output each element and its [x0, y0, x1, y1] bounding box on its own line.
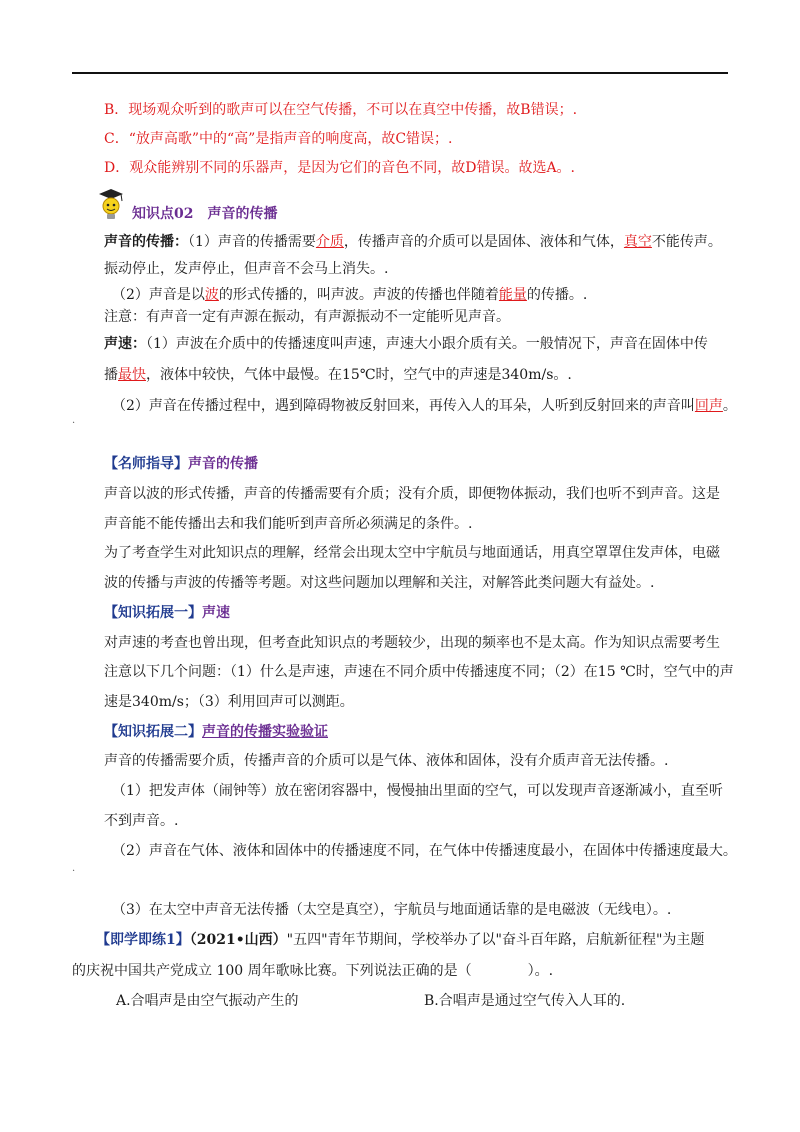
section-title: 声音的传播 [188, 456, 258, 472]
mingshi-line3: 为了考查学生对此知识点的理解，经常会出现太空中宇航员与地面通话，用真空罩罩住发声体，电磁 [104, 545, 720, 561]
exercise-line2: 的庆祝中国共产党成立 100 周年歌咏比赛。下列说法正确的是（ ）。. [72, 963, 554, 979]
text: 不能传声。 [651, 234, 722, 250]
section-title: 声音的传播实验验证 [202, 724, 328, 740]
answer-c: C．“放声高歌”中的“高”是指声音的响度高，故C错误；. [104, 131, 453, 147]
term-heading: 声速： [104, 336, 146, 352]
section-tag: 【名师指导】 [104, 456, 188, 472]
sound-speed-line2 [104, 365, 734, 385]
text: （1）声波在介质中的传播速度叫声速，声速大小跟介质有关。一般情况下，声音在固体中传 [146, 336, 708, 352]
mingshi-line2: 声音能不能传播出去和我们能听到声音所必须满足的条件。. [104, 516, 473, 532]
keyword-energy: 能量 [498, 287, 527, 303]
exercise-tag: 【即学即练1】 [96, 932, 190, 948]
ext1-heading [104, 603, 734, 623]
knowledge-point-title: 知识点02 声音的传播 [132, 206, 278, 222]
keyword-fastest: 最快 [118, 367, 146, 383]
sound-propagation-line2: 振动停止，发声停止，但声音不会马上消失。. [104, 261, 389, 277]
mingshi-line1: 声音以波的形式传播，声音的传播需要有介质；没有介质，即便物体振动，我们也听不到声音。这是 [104, 486, 720, 502]
sound-wave-line [112, 285, 734, 305]
sound-speed-line1 [104, 334, 734, 354]
mingshi-line4: 波的传播与声波的传播等考题。对这些问题加以理解和关注，对解答此类问题大有益处。. [104, 575, 655, 591]
exercise-source: （2021•山西） [189, 932, 287, 948]
ext2-line1: 声音的传播需要介质，传播声音的介质可以是气体、液体和固体，没有介质声音无法传播。. [104, 753, 669, 769]
section-tag: 【知识拓展一】 [104, 605, 202, 621]
section-tag: 【知识拓展二】 [104, 724, 202, 740]
option-a: A.合唱声是由空气振动产生的 [116, 993, 299, 1009]
ext1-line1: 对声速的考查也曾出现，但考查此知识点的考题较少，出现的频率也不是太高。作为知识点需要考生 [104, 635, 720, 651]
lightbulb-scholar-mascot-icon [96, 187, 126, 221]
text: 的形式传播的，叫声波。声波的传播也伴随着 [218, 287, 499, 303]
keyword-vacuum: 真空 [623, 234, 652, 250]
paragraph-mark: · [72, 418, 76, 429]
sound-propagation-line1 [104, 232, 734, 252]
ext1-line3: 速是340m/s；（3）利用回声可以测距。 [104, 694, 354, 710]
answer-b: B．现场观众听到的歌声可以在空气传播，不可以在真空中传播，故B错误；. [104, 102, 578, 118]
ext2-line3: 不到声音。. [104, 813, 179, 829]
text: 的传播。. [526, 287, 588, 303]
text: ，液体中较快，气体中最慢。在15℃时，空气中的声速是340m/s。. [146, 367, 572, 383]
text: 。 [722, 398, 737, 414]
text: （2）声音是以 [112, 287, 205, 303]
note-line: 注意：有声音一定有声源在振动，有声源振动不一定能听见声音。 [104, 309, 510, 325]
text: "五四"青年节期间，学校举办了以"奋斗百年路，启航新征程"为主题 [286, 932, 705, 948]
ext1-line2: 注意以下几个问题：（1）什么是声速，声速在不同介质中传播速度不同；（2）在15 ℃时，空气中的声 [104, 664, 734, 680]
header-rule [72, 72, 728, 74]
mingshi-heading [104, 454, 734, 474]
paragraph-mark: · [72, 866, 76, 877]
text: （1）声音的传播需要 [188, 234, 316, 250]
text: （2）声音在传播过程中，遇到障碍物被反射回来，再传入人的耳朵，人听到反射回来的声音叫 [112, 398, 695, 414]
ext2-heading [104, 722, 734, 742]
ext2-line2: （1）把发声体（闹钟等）放在密闭容器中，慢慢抽出里面的空气，可以发现声音逐渐减小，直至听 [112, 783, 723, 799]
keyword-wave: 波 [204, 287, 219, 303]
echo-line [112, 396, 737, 416]
ext2-line4: （2）声音在气体、液体和固体中的传播速度不同，在气体中传播速度最小，在固体中传播速度最大。 [112, 843, 737, 859]
answer-d: D．观众能辨别不同的乐器声，是因为它们的音色不同，故D错误。故选A。. [104, 160, 576, 176]
text: 播 [104, 367, 118, 383]
text: ，传播声音的介质可以是固体、液体和气体， [343, 234, 624, 250]
keyword-echo: 回声 [694, 398, 723, 414]
term-heading: 声音的传播： [104, 234, 188, 250]
section-title: 声速 [202, 605, 230, 621]
exercise-line1 [96, 930, 734, 950]
option-b: B.合唱声是通过空气传入人耳的. [424, 993, 626, 1009]
ext2-line5: （3）在太空中声音无法传播（太空是真空），宇航员与地面通话靠的是电磁波（无线电）。. [112, 902, 672, 918]
keyword-medium: 介质 [315, 234, 344, 250]
